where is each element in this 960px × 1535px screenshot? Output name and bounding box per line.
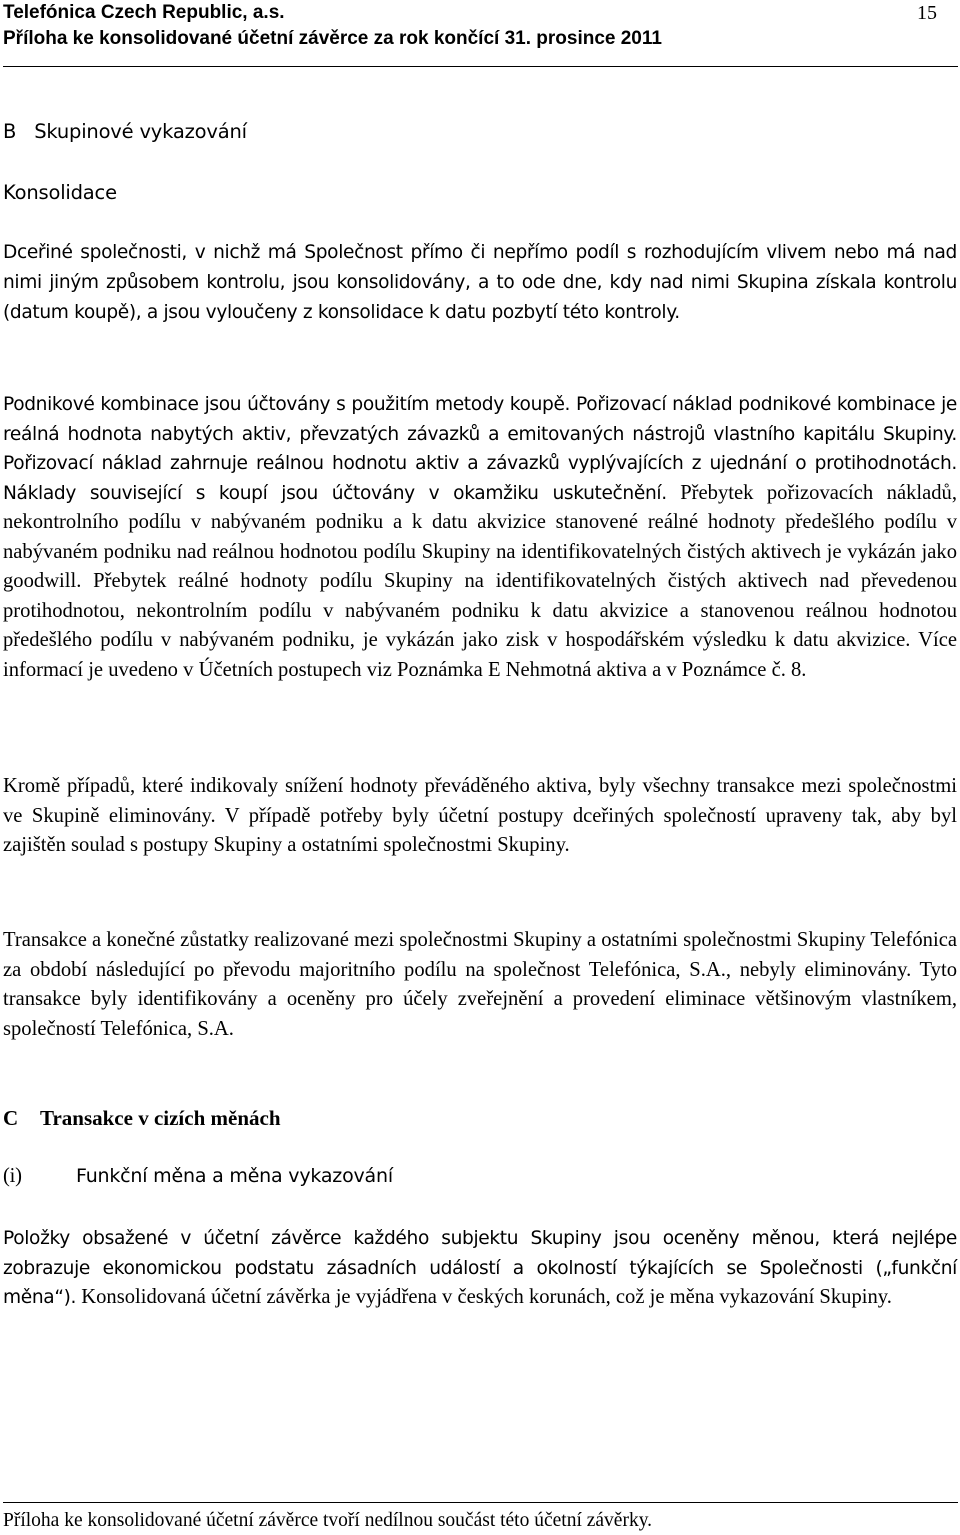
functional-currency-text-a: Položky obsažené v účetní závěrce každého subjektu Skupiny jsou oceněny měnou, která nejlépe zobrazuje ekonomickou podstatu zásadních událostí a okolností týkajících se Společnosti („funkční měna“). bbox=[3, 1228, 957, 1308]
header-divider bbox=[3, 66, 958, 67]
section-b-letter: B bbox=[3, 120, 17, 143]
functional-currency-paragraph bbox=[3, 1224, 957, 1313]
consolidation-paragraph-1: Dceřiné společnosti, v nichž má Společnost přímo či nepřímo podíl s rozhodujícím vlivem nebo má nad nimi jiným způsobem kontrolu, jsou konsolidovány, a to ode dne, kdy nad nimi Skupina získala kontrolu (datum koupě), a jsou vyloučeny z konsolidace k datu pozbytí této kontroly. bbox=[3, 242, 957, 323]
functional-currency-subheading bbox=[3, 1165, 393, 1188]
telefonica-transactions-paragraph: Transakce a konečné zůstatky realizované mezi společnostmi Skupiny a ostatními společnostmi Skupiny Telefónica za období následující po převodu majoritního podílu na společnost Telefónica, S.A., nebyly eliminovány. Tyto transakce byly identifikovány a oceněny pro účely zveřejnění a provedení eliminace většinovým vlastníkem, společností Telefónica, S.A. bbox=[3, 929, 957, 1040]
business-combinations-text-a: Podnikové kombinace jsou účtovány s použitím metody koupě. Pořizovací náklad podnikové kombinace je reálná hodnota nabytých aktiv, převzatých závazků a emitovaných nástrojů vlastního kapitálu Skupiny. Pořizovací náklad zahrnuje reálnou hodnotu aktiv a závazků vyplývajících z ujednání o protihodnotách. Náklady související s koupí jsou účtovány v okamžiku uskutečnění. bbox=[3, 394, 957, 504]
footer-divider bbox=[3, 1502, 958, 1503]
section-b-title: Skupinové vykazování bbox=[34, 120, 247, 143]
page-footer: Příloha ke konsolidované účetní závěrce tvoří nedílnou součást této účetní závěrky. bbox=[3, 1510, 653, 1531]
document-subtitle: Příloha ke konsolidované účetní závěrce za rok končící 31. prosince 2011 bbox=[3, 28, 662, 49]
business-combinations-text-b: Přebytek pořizovacích nákladů, nekontrolního podílu v nabývaném podniku a k datu akvizice stanovené reálné hodnoty předešlého podílu v nabývaném podniku nad reálnou hodnotou podílu Skupiny na identifikovatelných čistých aktivech je vykázán jako goodwill. Přebytek reálné hodnoty podílu Skupiny na identifikovatelných čistých aktivech nad převedenou protihodnotou, nekontrolním podílu v nabývaném podniku k datu akvizice a stanovenou reálnou hodnotou předešlého podílu v nabývaném podniku, je vykázán jako zisk v hospodářském výsledku k datu akvizice. Více informací je uvedeno v Účetních postupech viz Poznámka E Nehmotná aktiva a v Poznámce č. 8. bbox=[3, 481, 958, 681]
subheading-number: (i) bbox=[3, 1165, 22, 1187]
functional-currency-text-b: Konsolidovaná účetní závěrka je vyjádřena v českých korunách, což je měna vykazování Skupiny. bbox=[76, 1286, 892, 1308]
business-combinations-paragraph bbox=[3, 390, 957, 685]
section-c-letter: C bbox=[3, 1106, 19, 1130]
intragroup-transactions-paragraph: Kromě případů, které indikovaly snížení hodnoty převáděného aktiva, byly všechny transakce mezi společnostmi ve Skupině eliminovány. V případě potřeby byly účetní postupy dceřiných společností upraveny tak, aby byl zajištěn soulad s postupy Skupiny a ostatními společnostmi Skupiny. bbox=[3, 775, 957, 856]
page-header bbox=[3, 0, 955, 52]
section-c-heading bbox=[3, 1106, 281, 1131]
section-b-heading bbox=[3, 120, 247, 143]
subheading-title: Funkční měna a měna vykazování bbox=[76, 1165, 393, 1187]
company-name: Telefónica Czech Republic, a.s. bbox=[3, 2, 285, 23]
page-number: 15 bbox=[917, 2, 937, 24]
section-c-title: Transakce v cizích měnách bbox=[40, 1106, 281, 1130]
consolidation-subheading: Konsolidace bbox=[3, 181, 117, 204]
